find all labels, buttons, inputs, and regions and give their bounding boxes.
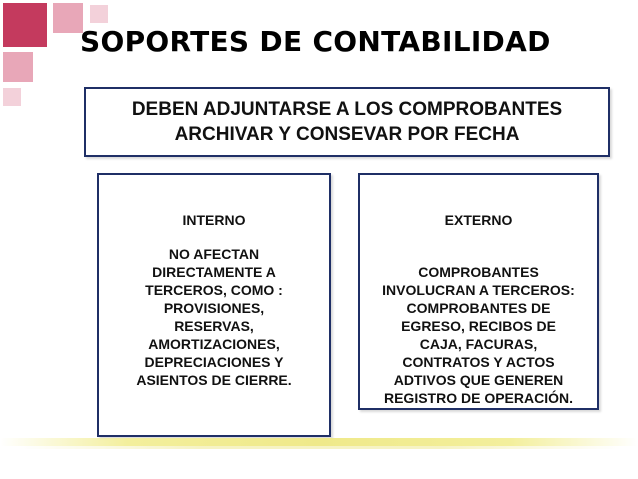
decor-square [3, 52, 33, 82]
slide-title: SOPORTES DE CONTABILIDAD [80, 25, 551, 58]
externo-box [358, 173, 599, 410]
banner-line-1: DEBEN ADJUNTARSE A LOS COMPROBANTES [131, 99, 563, 120]
footer-decor-line [20, 446, 620, 449]
decor-square-small [3, 88, 21, 106]
interno-body: NO AFECTAN DIRECTAMENTE A TERCEROS, COMO : PROVISIONES, RESERVAS, AMORTIZACIONES, DEPRECIACIONES Y ASIENTOS DE CIERRE. [136, 246, 292, 388]
externo-heading: EXTERNO [444, 212, 513, 228]
banner-line-2: ARCHIVAR Y CONSEVAR POR FECHA [174, 124, 520, 145]
banner-box [84, 87, 610, 157]
decor-square [53, 3, 83, 33]
interno-heading: INTERNO [182, 212, 246, 228]
decor-square-small [90, 5, 108, 23]
footer-decor-line [0, 438, 638, 446]
externo-body: COMPROBANTES INVOLUCRAN A TERCEROS: COMPROBANTES DE EGRESO, RECIBOS DE CAJA, FACURAS, CONTRATOS Y ACTOS ADTIVOS QUE GENEREN REGISTRO DE OPERACIÓN. [382, 264, 575, 406]
decor-square-large [3, 3, 47, 47]
interno-box [97, 173, 331, 437]
